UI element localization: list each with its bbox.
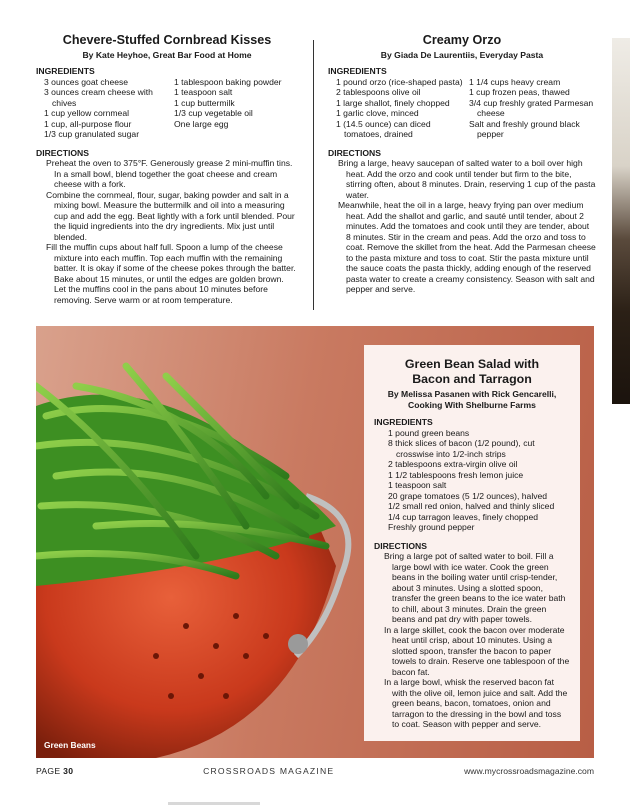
directions-heading: DIRECTIONS bbox=[36, 147, 89, 158]
ingredient-item: 1 teaspoon salt bbox=[388, 480, 447, 490]
page-footer bbox=[36, 766, 594, 776]
ingredient-item: 1 (14.5 ounce) can diced tomatoes, drained bbox=[336, 118, 431, 139]
page-number: 30 bbox=[63, 766, 74, 776]
ingredient-item: 3 ounces goat cheese bbox=[44, 76, 129, 87]
directions-list bbox=[328, 158, 596, 295]
ingredient-item: 8 thick slices of bacon (1/2 pound), cut crosswise into 1/2-inch strips bbox=[388, 438, 535, 459]
ingredients-heading: INGREDIENTS bbox=[328, 66, 387, 76]
ingredient-item: 2 tablespoons extra-virgin olive oil bbox=[388, 459, 518, 469]
ingredient-item: 1 cup, all-purpose flour bbox=[44, 118, 132, 129]
recipe-title: Creamy Orzo bbox=[422, 33, 502, 47]
ingredient-item: 1 teaspoon salt bbox=[174, 87, 233, 97]
recipe-title: Chevere-Stuffed Cornbread Kisses bbox=[62, 33, 272, 47]
recipe-byline: By Kate Heyhoe, Great Bar Food at Home bbox=[82, 50, 252, 60]
ingredient-item: 1 garlic clove, minced bbox=[336, 108, 419, 118]
recipe-creamy-orzo bbox=[328, 32, 596, 295]
ingredients-list bbox=[328, 77, 596, 140]
direction-step: Combine the cornmeal, flour, sugar, baking powder and salt in a mixing bowl. Measure the buttermilk and oil into a measuring cup and add the egg. Beat lightly with a fork until blended. Pour the liquid ingredients into the dry ingredients. Mix just until blended. bbox=[46, 189, 295, 242]
recipe-title-line-2: Bacon and Tarragon bbox=[412, 372, 532, 386]
direction-step: Meanwhile, heat the oil in a large, heavy frying pan over medium heat. Add the shallot and garlic, and sauté until tender, about 2 minutes. Add the tomatoes and cook until they are tender, about 8 minutes. Stir in the cream and peas. Add the orzo and toss to coat. Remove the skillet from the heat. Add the Parmesan cheese to the pasta mixture and toss to coat. Stir the pasta mixture until the sauce coats the pasta thickly, adding enough of the reserved pasta water to create a creamy consistency. Season with salt and pepper and serve. bbox=[338, 200, 596, 294]
ingredient-item: 1 cup frozen peas, thawed bbox=[469, 87, 570, 97]
recipe-byline: By Giada De Laurentiis, Everyday Pasta bbox=[380, 50, 544, 60]
recipe-title-line-1: Green Bean Salad with bbox=[404, 357, 540, 371]
recipe-byline-line-2: Cooking With Shelburne Farms bbox=[408, 400, 536, 410]
ingredient-item: 1/3 cup granulated sugar bbox=[44, 129, 140, 139]
direction-step: In a large skillet, cook the bacon over moderate heat until crisp, about 10 minutes. Using a slotted spoon, transfer the bacon to paper towels to drain. Reserve one tablespoon of the bacon fat. bbox=[384, 624, 570, 677]
recipe-byline bbox=[374, 389, 570, 411]
adjacent-page-photo-edge bbox=[612, 38, 630, 404]
ingredients-column-2 bbox=[463, 77, 596, 140]
directions-section bbox=[374, 541, 570, 730]
ingredient-item: 1 cup buttermilk bbox=[174, 97, 235, 108]
directions-section bbox=[328, 148, 596, 295]
ingredients-column-1 bbox=[36, 77, 168, 140]
directions-heading: DIRECTIONS bbox=[328, 147, 381, 158]
magazine-name: CROSSROADS MAGAZINE bbox=[203, 766, 335, 776]
ingredients-column-2 bbox=[168, 77, 298, 140]
ingredient-item: 3 ounces cream cheese with chives bbox=[44, 87, 153, 108]
ingredients-heading: INGREDIENTS bbox=[36, 66, 95, 76]
ingredient-item: 1 pound green beans bbox=[388, 427, 470, 438]
ingredient-item: 1/4 cup tarragon leaves, finely chopped bbox=[388, 511, 539, 522]
recipe-title bbox=[374, 357, 570, 387]
ingredient-item: 1 tablespoon baking powder bbox=[174, 76, 282, 87]
directions-heading: DIRECTIONS bbox=[374, 540, 427, 551]
ingredient-item: 1 cup yellow cornmeal bbox=[44, 108, 130, 118]
direction-step: Preheat the oven to 375°F. Generously grease 2 mini-muffin tins. In a small bowl, blend together the goat cheese and cream cheese with a fork. bbox=[46, 158, 293, 189]
ingredient-item: 2 tablespoons olive oil bbox=[336, 87, 421, 97]
ingredients-list bbox=[36, 77, 298, 140]
recipe-byline-line-1: By Melissa Pasanen with Rick Gencarelli, bbox=[387, 389, 557, 399]
ingredient-item: Freshly ground pepper bbox=[388, 522, 475, 532]
ingredient-item: 20 grape tomatoes (5 1/2 ounces), halved bbox=[388, 490, 548, 501]
directions-list bbox=[374, 551, 570, 730]
page-number-label bbox=[36, 766, 73, 776]
direction-step: Fill the muffin cups about half full. Spoon a lump of the cheese mixture into each muffin. Top each muffin with the remaining batter. It is okay if some of the cheese pokes through the batter. Bake about 15 minutes, or until the edges are golden brown. Let the muffins cool in the pans about 10 minutes before removing. Serve warm or at room temperature. bbox=[46, 242, 296, 305]
ingredient-item: 1 1/2 tablespoons fresh lemon juice bbox=[388, 469, 524, 480]
ingredient-item: 3/4 cup freshly grated Parmesan cheese bbox=[469, 97, 594, 118]
ingredient-item: One large egg bbox=[174, 118, 229, 129]
directions-list bbox=[36, 158, 298, 305]
recipe-cornbread-kisses bbox=[36, 32, 298, 305]
ingredients-list bbox=[374, 428, 570, 533]
ingredient-item: 1 large shallot, finely chopped bbox=[336, 97, 450, 108]
ingredient-item: 1/3 cup vegetable oil bbox=[174, 108, 253, 118]
ingredient-item: 1 pound orzo (rice-shaped pasta) bbox=[336, 76, 463, 87]
magazine-url: www.mycrossroadsmagazine.com bbox=[464, 766, 594, 776]
recipe-green-bean-salad bbox=[364, 345, 580, 741]
photo-caption: Green Beans bbox=[44, 740, 96, 750]
page-label: PAGE bbox=[36, 766, 61, 776]
directions-section bbox=[36, 148, 298, 306]
direction-step: Bring a large, heavy saucepan of salted water to a boil over high heat. Add the orzo and cook until tender but firm to the bite, stirring often, about 8 minutes. Drain, reserving 1 cup of the pasta water. bbox=[338, 158, 596, 200]
ingredient-item: Salt and freshly ground black pepper bbox=[469, 118, 580, 139]
ingredients-heading: INGREDIENTS bbox=[374, 417, 433, 427]
print-mark bbox=[168, 802, 260, 805]
ingredient-item: 1/2 small red onion, halved and thinly sliced bbox=[388, 501, 555, 511]
column-divider bbox=[313, 40, 314, 310]
direction-step: Bring a large pot of salted water to boil. Fill a large bowl with ice water. Cook the green beans in the boiling water until crisp-tender, about 3 minutes. Using a slotted spoon, transfer the green beans to the ice water bath to chill, about 3 minutes. Drain the green beans and pat dry with paper towels. bbox=[384, 551, 566, 624]
ingredient-item: 1 1/4 cups heavy cream bbox=[469, 76, 561, 87]
direction-step: In a large bowl, whisk the reserved bacon fat with the olive oil, lemon juice and salt. Add the green beans, bacon, tomatoes, onion and tarragon to the dressing in the bowl and toss to coat. Season with pepper and serve. bbox=[384, 677, 568, 729]
ingredients-column-1 bbox=[328, 77, 463, 140]
